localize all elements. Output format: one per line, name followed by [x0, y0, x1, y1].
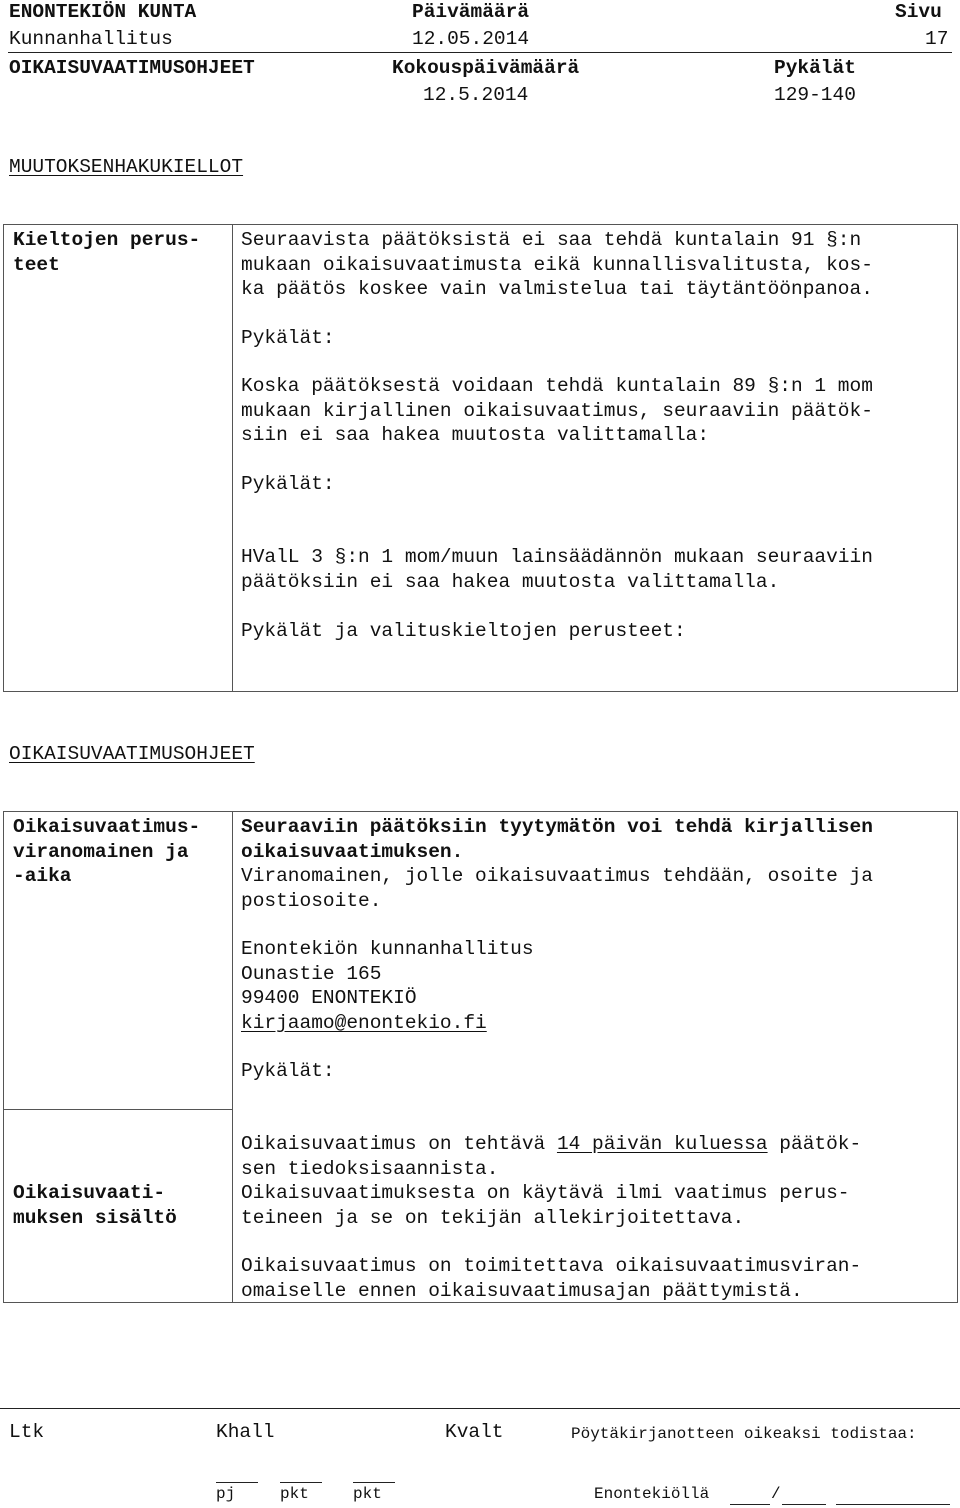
day-blank	[730, 1504, 770, 1505]
authority-label: Oikaisuvaatimus- viranomainen ja -aika	[13, 816, 201, 887]
footer-certify: Pöytäkirjanotteen oikeaksi todistaa:	[571, 1425, 917, 1443]
year-blank	[836, 1504, 950, 1505]
prohibitions-sections-1: Pykälät:	[241, 327, 335, 349]
footer-rule	[0, 1408, 960, 1409]
meeting-date-value: 12.5.2014	[423, 84, 529, 106]
date-value: 12.05.2014	[412, 28, 530, 50]
deadline-emphasis: 14 päivän kuluessa	[556, 1133, 768, 1155]
sections-label: Pykälät	[774, 57, 856, 79]
footer-pj: pj	[216, 1485, 236, 1503]
header-rule	[8, 52, 952, 53]
footer-ltk: Ltk	[9, 1421, 45, 1443]
org-name: ENONTEKIÖN KUNTA	[9, 1, 197, 23]
content-label: Oikaisuvaati- muksen sisältö	[13, 1182, 177, 1229]
authority-lead: Seuraaviin päätöksiin tyytymätön voi tehdä kirjallisen oikaisuvaatimuksen.	[241, 816, 873, 863]
prohibitions-sections-3: Pykälät ja valituskieltojen perusteet:	[241, 620, 686, 642]
prohibitions-box	[3, 224, 958, 692]
footer-kvalt: Kvalt	[445, 1421, 504, 1443]
doc-type: OIKAISUVAATIMUSOHJEET	[9, 57, 255, 79]
instructions-box	[3, 811, 958, 1303]
footer-khall: Khall	[216, 1421, 275, 1443]
prohibitions-sections-2: Pykälät:	[241, 473, 335, 495]
prohibitions-paragraph-3: HValL 3 §:n 1 mom/muun lainsäädännön mukaan seuraaviin päätöksiin ei saa hakea muutosta valittamalla.	[241, 546, 873, 593]
page-number: 17	[925, 28, 949, 50]
prohibitions-paragraph-2: Koska päätöksestä voidaan tehdä kuntalain 89 §:n 1 mom mukaan kirjallinen oikaisuvaatimus, seuraaviin päätök- siin ei saa hakea muutosta valittamalla:	[241, 375, 873, 446]
footer-place: Enontekiöllä	[594, 1485, 710, 1503]
content-text: Oikaisuvaatimuksesta on käytävä ilmi vaatimus perus- teineen ja se on tekijän allekirjoitettava.	[241, 1182, 850, 1229]
footer-pkt-2: pkt	[353, 1485, 382, 1503]
delivery-text: Oikaisuvaatimus on toimitettava oikaisuvaatimusviran- omaiselle ennen oikaisuvaatimusajan päättymistä.	[241, 1255, 862, 1302]
deadline-text: Oikaisuvaatimus on tehtävä 14 päivän kuluessa päätök- sen tiedoksisaannista.	[241, 1133, 862, 1180]
authority-address: Enontekiön kunnanhallitus Ounastie 165 99400 ENONTEKIÖ	[241, 938, 534, 1009]
instructions-heading: OIKAISUVAATIMUSOHJEET	[9, 743, 255, 765]
page-label: Sivu	[895, 1, 942, 23]
row-divider	[4, 1109, 232, 1110]
column-divider	[232, 812, 233, 1302]
date-label: Päivämäärä	[412, 1, 530, 23]
meeting-date-label: Kokouspäivämäärä	[392, 57, 580, 79]
email-link[interactable]: kirjaamo@enontekio.fi	[241, 1012, 487, 1034]
prohibitions-paragraph-1: Seuraavista päätöksistä ei saa tehdä kuntalain 91 §:n mukaan oikaisuvaatimusta eikä kunnallisvalitusta, kos- ka päätös koskee vain valmistelua tai täytäntöönpanoa.	[241, 229, 873, 300]
prohibitions-heading: MUUTOKSENHAKUKIELLOT	[9, 156, 244, 178]
column-divider	[232, 225, 233, 691]
footer-pkt-1: pkt	[280, 1485, 309, 1503]
authority-text: Viranomainen, jolle oikaisuvaatimus tehdään, osoite ja postiosoite.	[241, 865, 873, 912]
sections-value: 129-140	[774, 84, 856, 106]
instructions-sections: Pykälät:	[241, 1060, 335, 1082]
body-name: Kunnanhallitus	[9, 28, 173, 50]
month-blank	[782, 1504, 826, 1505]
prohibitions-label: Kieltojen perus- teet	[13, 229, 201, 276]
footer-slash: /	[771, 1485, 781, 1503]
